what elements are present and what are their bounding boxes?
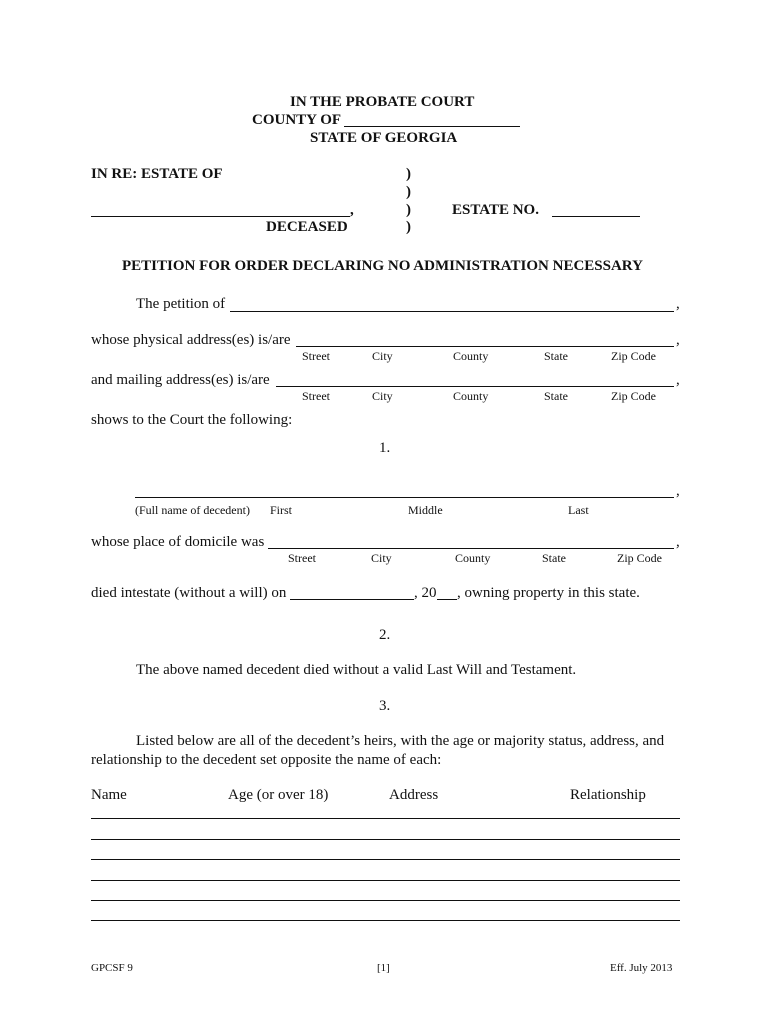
owning-property-label: , owning property in this state. [457,585,640,601]
county-label: COUNTY OF [252,112,342,128]
deceased-label: DECEASED [266,219,348,235]
state-caption: State [544,389,568,403]
caption-paren: ) [406,184,411,200]
state-heading: STATE OF GEORGIA [310,130,458,146]
col-relationship-header: Relationship [570,787,646,803]
caption-paren: ) [406,219,411,235]
mailing-address-label: and mailing address(es) is/are [91,372,270,388]
city-caption: City [371,551,392,565]
comma: , [676,372,680,388]
col-address-header: Address [389,787,439,803]
estate-no-label: ESTATE NO. [452,202,539,218]
page-number: [1] [377,962,390,974]
county-field[interactable] [344,126,520,127]
year-field[interactable] [437,599,457,600]
petitioner-name-field[interactable] [230,311,674,312]
shows-label: shows to the Court the following: [91,412,293,428]
caption-paren: ) [406,166,411,182]
year-prefix: , 20 [414,585,437,601]
full-name-caption: (Full name of decedent) [135,503,250,517]
street-caption: Street [288,551,316,565]
form-id: GPCSF 9 [91,962,133,974]
section-2-number: 2. [379,627,391,643]
comma: , [676,483,680,499]
mailing-address-field[interactable] [276,386,674,387]
heirs-intro-line-2: relationship to the decedent set opposite the name of each: [91,752,442,768]
caption-paren: ) [406,202,411,218]
county-caption: County [453,389,489,403]
heir-row-field[interactable] [91,900,680,901]
document-title: PETITION FOR ORDER DECLARING NO ADMINISTRATION NECESSARY [122,258,643,274]
county-caption: County [455,551,491,565]
petition-of-label: The petition of [136,296,226,312]
street-caption: Street [302,349,330,363]
section-3-number: 3. [379,698,391,714]
heir-row-field[interactable] [91,880,680,881]
zip-caption: Zip Code [611,389,656,403]
street-caption: Street [302,389,330,403]
comma: , [676,534,680,550]
heir-row-field[interactable] [91,920,680,921]
section-1-number: 1. [379,440,391,456]
last-caption: Last [568,503,589,517]
heirs-intro-line-1: Listed below are all of the decedent’s heirs, with the age or majority status, address, and [136,733,665,749]
decedent-name-field[interactable] [91,216,350,217]
no-will-statement: The above named decedent died without a valid Last Will and Testament. [136,662,577,678]
died-intestate-label: died intestate (without a will) on [91,585,287,601]
in-re-label: IN RE: ESTATE OF [91,166,223,182]
state-caption: State [544,349,568,363]
heir-row-field[interactable] [91,839,680,840]
city-caption: City [372,349,393,363]
heir-row-field[interactable] [91,859,680,860]
first-caption: First [270,503,293,517]
heir-row-field[interactable] [91,818,680,819]
col-name-header: Name [91,787,127,803]
date-of-death-field[interactable] [290,599,414,600]
domicile-field[interactable] [268,548,674,549]
state-caption: State [542,551,566,565]
zip-caption: Zip Code [617,551,662,565]
physical-address-field[interactable] [296,346,674,347]
zip-caption: Zip Code [611,349,656,363]
decedent-full-name-field[interactable] [135,497,674,498]
caption-comma: , [350,202,354,218]
court-heading: IN THE PROBATE COURT [290,94,475,110]
middle-caption: Middle [408,503,443,517]
physical-address-label: whose physical address(es) is/are [91,332,291,348]
col-age-header: Age (or over 18) [228,787,329,803]
estate-no-field[interactable] [552,216,640,217]
domicile-label: whose place of domicile was [91,534,265,550]
city-caption: City [372,389,393,403]
comma: , [676,332,680,348]
comma: , [676,296,680,312]
effective-date: Eff. July 2013 [610,962,673,974]
county-caption: County [453,349,489,363]
